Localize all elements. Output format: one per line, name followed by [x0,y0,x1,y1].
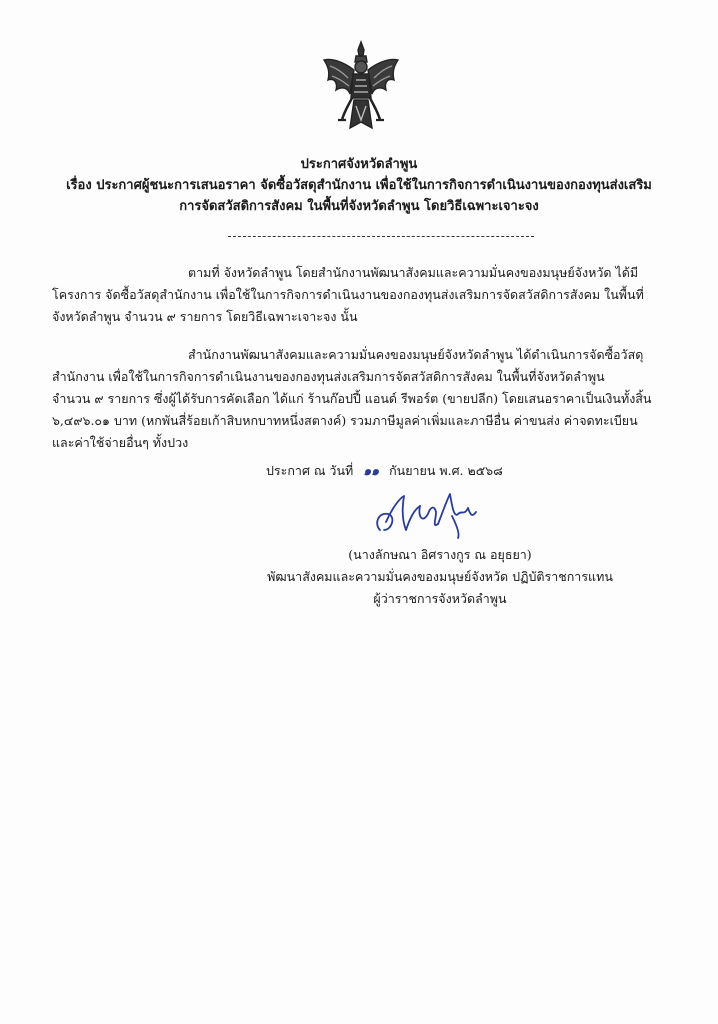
paragraph-line: สำนักงาน เพื่อใช้ในการกิจการดำเนินงานของกองทุนส่งเสริมการจัดสวัสดิการสังคม ในพื้นที่จังหวัดลำพูน [52,369,605,384]
handwritten-signature [372,484,482,540]
announcement-heading: ประกาศจังหวัดลำพูน [300,157,418,172]
paragraph-award [52,344,680,454]
paragraph-line: และค่าใช้จ่ายอื่นๆ ทั้งปวง [52,435,189,450]
garuda-emblem-icon [320,40,402,136]
subject-line-1: เรื่อง ประกาศผู้ชนะการเสนอราคา จัดซื้อวัสดุสำนักงาน เพื่อใช้ในการกิจการดำเนินงานของกองทุนส่งเสริม [66,178,652,193]
signatory-acting-for: ผู้ว่าราชการจังหวัดลำพูน [373,591,507,606]
paragraph-line: ตามที่ จังหวัดลำพูน โดยสำนักงานพัฒนาสังคมและความมั่นคงของมนุษย์จังหวัด ได้มี [188,265,639,280]
signatory-block [250,544,630,610]
paragraph-background [52,262,680,328]
signatory-name: (นางลักษณา อิศรางกูร ณ อยุธยา) [348,547,532,562]
signatory-position: พัฒนาสังคมและความมั่นคงของมนุษย์จังหวัด ปฏิบัติราชการแทน [267,569,613,584]
document-title-block [60,154,658,217]
date-day-handwritten: ๑๑ [363,463,380,478]
title-divider [228,236,534,237]
paragraph-line: สำนักงานพัฒนาสังคมและความมั่นคงของมนุษย์จังหวัดลำพูน ได้ดำเนินการจัดซื้อวัสดุ [188,347,644,362]
paragraph-line: จำนวน ๙ รายการ ซึ่งผู้ได้รับการคัดเลือก ได้แก่ ร้านก๊อปปี้ แอนด์ รีพอร์ต (ขายปลีก) โดยเสนอราคาเป็นเงินทั้งสิ้น [52,391,652,406]
subject-line-2: การจัดสวัสดิการสังคม ในพื้นที่จังหวัดลำพูน โดยวิธีเฉพาะเจาะจง [179,199,539,214]
paragraph-line: ๖,๔๙๖.๐๑ บาท (หกพันสี่ร้อยเก้าสิบหกบาทหนึ่งสตางค์) รวมภาษีมูลค่าเพิ่มและภาษีอื่น ค่าขนส่ง ค่าจดทะเบียน [52,413,638,428]
announcement-date [266,460,503,482]
paragraph-line: โครงการ จัดซื้อวัสดุสำนักงาน เพื่อใช้ในการกิจการดำเนินงานของกองทุนส่งเสริมการจัดสวัสดิการสังคม ในพื้นที่ [52,287,644,302]
date-month-year: กันยายน พ.ศ. ๒๕๖๘ [389,463,503,478]
paragraph-line: จังหวัดลำพูน จำนวน ๙ รายการ โดยวิธีเฉพาะเจาะจง นั้น [52,309,358,324]
date-prefix: ประกาศ ณ วันที่ [266,463,354,478]
